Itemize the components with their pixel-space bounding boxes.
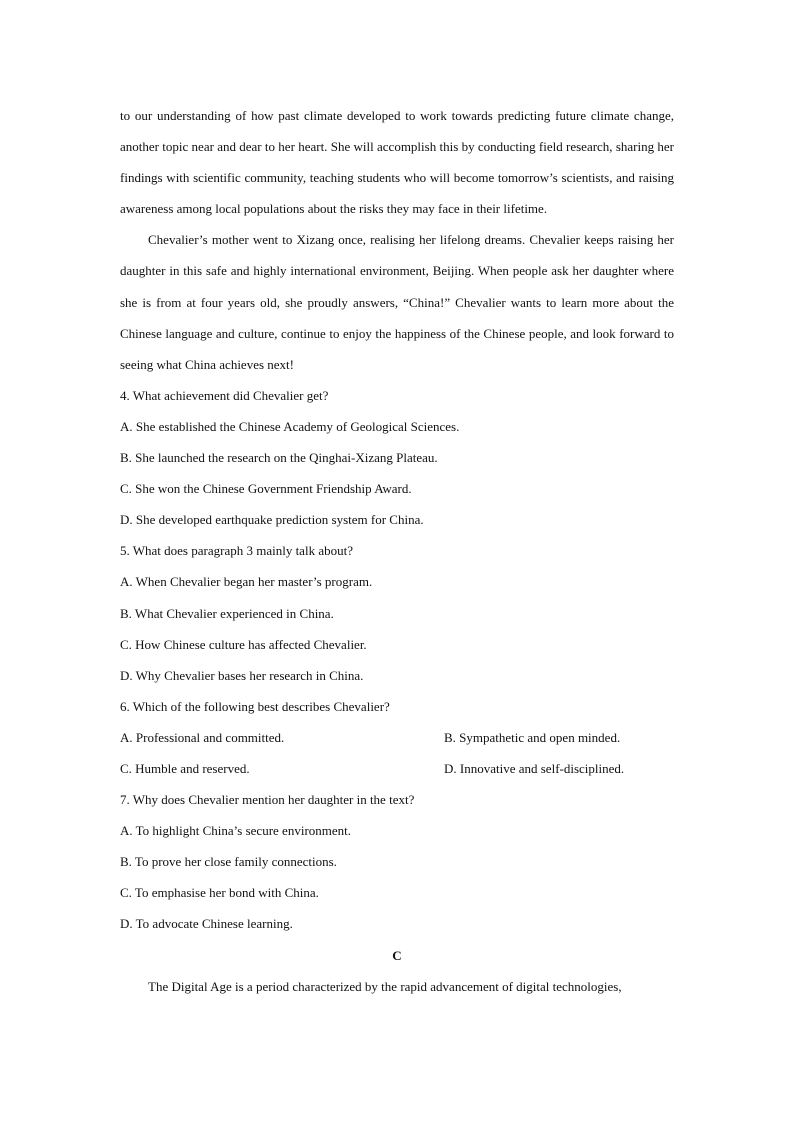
question-4-option-b: B. She launched the research on the Qinghai-Xizang Plateau. <box>120 450 438 466</box>
passage-paragraph-last: Chevalier’s mother went to Xizang once, realising her lifelong dreams. Chevalier keeps raising her daughter in this safe and highly international environment, Beijing. When people ask her daughter where she is from at four years old, she proudly answers, “China!” Chevalier wants to learn more about the Chinese language and culture, continue to enjoy the happiness of the Chinese people, and look forward to seeing what China achieves next! <box>120 232 674 372</box>
question-7-option-a: A. To highlight China’s secure environment. <box>120 823 352 839</box>
question-5-option-c: C. How Chinese culture has affected Chevalier. <box>120 636 367 652</box>
question-7-stem: 7. Why does Chevalier mention her daughter in the text? <box>120 792 415 808</box>
section-c-title: C <box>392 947 402 963</box>
passage-paragraph-continued: to our understanding of how past climate developed to work towards predicting future climate change, another topic near and dear to her heart. She will accomplish this by conducting field research, sharing her findings with scientific community, teaching students who will become tomorrow’s scientists, and raising awareness among local populations about the risks they may face in their lifetime. <box>120 108 674 217</box>
document-page <box>120 100 674 1002</box>
question-5-option-b: B. What Chevalier experienced in China. <box>120 605 334 621</box>
question-6-options-row-1 <box>120 722 674 753</box>
question-7-option-d: D. To advocate Chinese learning. <box>120 916 293 932</box>
question-6-option-d: D. Innovative and self-disciplined. <box>444 760 625 776</box>
question-6-option-b: B. Sympathetic and open minded. <box>444 729 621 745</box>
question-4-stem: 4. What achievement did Chevalier get? <box>120 387 329 403</box>
question-5-stem: 5. What does paragraph 3 mainly talk about? <box>120 543 353 559</box>
question-5-option-d: D. Why Chevalier bases her research in China. <box>120 667 364 683</box>
question-4-option-a: A. She established the Chinese Academy of Geological Sciences. <box>120 418 460 434</box>
question-4-option-d: D. She developed earthquake prediction system for China. <box>120 512 424 528</box>
question-5-option-a: A. When Chevalier began her master’s program. <box>120 574 373 590</box>
question-6-options-row-2 <box>120 753 674 784</box>
question-7-option-c: C. To emphasise her bond with China. <box>120 885 319 901</box>
question-7-option-b: B. To prove her close family connections. <box>120 854 337 870</box>
question-6-option-a: A. Professional and committed. <box>120 729 285 745</box>
question-6-stem: 6. Which of the following best describes Chevalier? <box>120 698 390 714</box>
question-6-option-c: C. Humble and reserved. <box>120 760 250 776</box>
section-c-first-line: The Digital Age is a period characterized by the rapid advancement of digital technologies, <box>148 978 622 994</box>
question-4-option-c: C. She won the Chinese Government Friendship Award. <box>120 481 412 497</box>
